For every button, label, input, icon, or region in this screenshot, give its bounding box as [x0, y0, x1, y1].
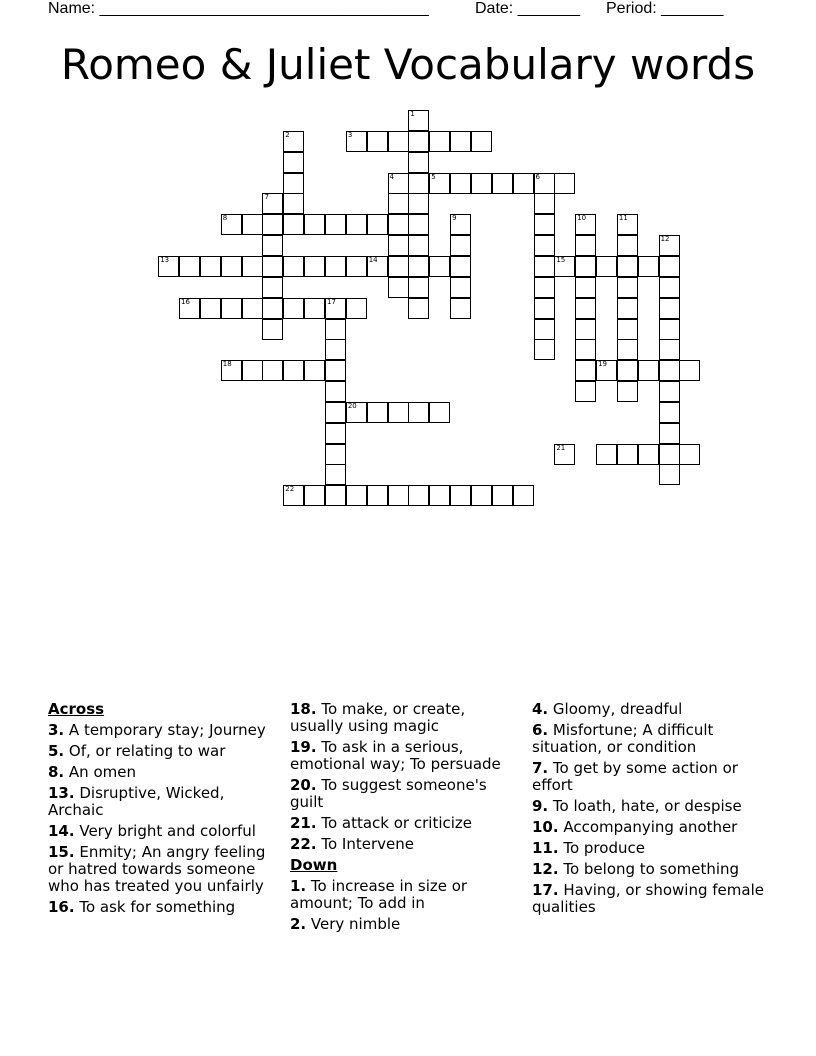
crossword-cell[interactable] [325, 360, 346, 381]
clue-text: To suggest someone's guilt [290, 776, 487, 811]
crossword-cell[interactable] [283, 193, 304, 214]
crossword-cell[interactable] [575, 277, 596, 298]
crossword-cell[interactable] [617, 339, 638, 360]
crossword-cell[interactable] [262, 235, 283, 256]
crossword-cell[interactable] [283, 131, 304, 152]
clue-number: 22 [285, 485, 295, 494]
crossword-cell[interactable] [534, 193, 555, 214]
clue-number: 18 [222, 360, 232, 369]
crossword-cell[interactable] [659, 339, 680, 360]
crossword-cell[interactable] [408, 277, 429, 298]
crossword-cell[interactable] [325, 423, 346, 444]
clue-number: 8. [48, 763, 65, 781]
crossword-cell[interactable] [367, 131, 388, 152]
crossword-cell[interactable] [346, 402, 367, 423]
crossword-cell[interactable] [179, 298, 200, 319]
down-heading: Down [290, 856, 338, 874]
clue-number: 8 [222, 214, 228, 223]
clue-item [48, 899, 280, 916]
crossword-cell[interactable] [679, 444, 700, 465]
crossword-cell[interactable] [408, 152, 429, 173]
crossword-cell[interactable] [575, 319, 596, 340]
clue-text: To get by some action or effort [532, 759, 738, 794]
crossword-cell[interactable] [659, 381, 680, 402]
clue-number: 6. [532, 721, 549, 739]
clue-item [290, 815, 522, 832]
crossword-cell[interactable] [367, 402, 388, 423]
crossword-cell[interactable] [534, 214, 555, 235]
crossword-cell[interactable] [408, 110, 429, 131]
crossword-cell[interactable] [408, 235, 429, 256]
crossword-cell[interactable] [450, 256, 471, 277]
clue-number: 9. [532, 797, 549, 815]
crossword-cell[interactable] [450, 214, 471, 235]
down-clue-list-continued [532, 701, 772, 916]
crossword-cell[interactable] [325, 402, 346, 423]
clue-number: 22. [290, 835, 317, 853]
crossword-cell[interactable] [242, 256, 263, 277]
crossword-cell[interactable] [346, 485, 367, 506]
clue-text: Of, or relating to war [64, 742, 226, 760]
crossword-cell[interactable] [617, 277, 638, 298]
clue-text: Very bright and colorful [74, 822, 256, 840]
clue-number: 21 [556, 443, 566, 452]
crossword-cell[interactable] [575, 235, 596, 256]
clue-item [532, 882, 772, 916]
clue-item [48, 785, 280, 819]
crossword-cell[interactable] [408, 402, 429, 423]
crossword-cell[interactable] [179, 256, 200, 277]
crossword-cell[interactable] [388, 485, 409, 506]
clue-item [532, 722, 772, 756]
clue-text: To produce [558, 839, 645, 857]
crossword-cell[interactable] [659, 277, 680, 298]
crossword-cell[interactable] [638, 444, 659, 465]
crossword-cell[interactable] [492, 173, 513, 194]
crossword-cell[interactable] [304, 214, 325, 235]
crossword-cell[interactable] [388, 402, 409, 423]
crossword-cell[interactable] [513, 485, 534, 506]
clue-text: To belong to something [558, 860, 740, 878]
clue-text: A temporary stay; Journey [64, 721, 266, 739]
clue-text: An omen [64, 763, 136, 781]
crossword-cell[interactable] [388, 173, 409, 194]
clue-text: Gloomy, dreadful [548, 700, 683, 718]
crossword-cell[interactable] [325, 444, 346, 465]
clue-number: 16 [181, 297, 190, 306]
clue-item [532, 701, 772, 718]
crossword-cell[interactable] [325, 256, 346, 277]
crossword-cell[interactable] [429, 402, 450, 423]
crossword-cell[interactable] [221, 214, 242, 235]
crossword-cell[interactable] [325, 319, 346, 340]
clue-item [532, 798, 772, 815]
clue-number: 14. [48, 822, 75, 840]
clue-number: 12 [660, 235, 670, 244]
clue-item [532, 861, 772, 878]
clue-text: Disruptive, Wicked, Archaic [48, 784, 225, 819]
crossword-cell[interactable] [283, 256, 304, 277]
clue-number: 20. [290, 776, 317, 794]
crossword-cell[interactable] [659, 256, 680, 277]
clue-number: 21. [290, 814, 317, 832]
crossword-cell[interactable] [596, 360, 617, 381]
clue-number: 15. [48, 843, 75, 861]
crossword-cell[interactable] [283, 173, 304, 194]
clue-number: 11. [532, 839, 559, 857]
crossword-cell[interactable] [534, 298, 555, 319]
crossword-cell[interactable] [638, 360, 659, 381]
crossword-cell[interactable] [388, 214, 409, 235]
clue-text: To Intervene [316, 835, 414, 853]
crossword-cell[interactable] [617, 360, 638, 381]
crossword-cell[interactable] [262, 298, 283, 319]
crossword-cell[interactable] [283, 214, 304, 235]
clue-number: 6 [535, 172, 540, 181]
crossword-cell[interactable] [346, 298, 367, 319]
crossword-cell[interactable] [575, 339, 596, 360]
clue-number: 7 [264, 193, 269, 202]
crossword-cell[interactable] [388, 131, 409, 152]
clue-item [290, 739, 522, 773]
crossword-cell[interactable] [242, 214, 263, 235]
crossword-cell[interactable] [617, 444, 638, 465]
across-clue-list-continued [290, 701, 522, 853]
crossword-cell[interactable] [388, 235, 409, 256]
clue-number: 12. [532, 860, 559, 878]
clue-number: 3. [48, 721, 65, 739]
crossword-cell[interactable] [367, 485, 388, 506]
crossword-cell[interactable] [575, 360, 596, 381]
crossword-cell[interactable] [450, 277, 471, 298]
clue-number: 19. [290, 738, 317, 756]
crossword-cell[interactable] [304, 485, 325, 506]
clue-number: 14 [368, 255, 378, 264]
crossword-cell[interactable] [408, 485, 429, 506]
crossword-cell[interactable] [200, 256, 221, 277]
crossword-cell[interactable] [346, 214, 367, 235]
clue-number: 10. [532, 818, 559, 836]
crossword-cell[interactable] [471, 131, 492, 152]
crossword-cell[interactable] [408, 298, 429, 319]
clue-number: 1 [410, 110, 415, 118]
crossword-cell[interactable] [429, 485, 450, 506]
crossword-cell[interactable] [367, 256, 388, 277]
crossword-cell[interactable] [221, 256, 242, 277]
crossword-cell[interactable] [408, 193, 429, 214]
crossword-cell[interactable] [325, 298, 346, 319]
clue-number: 10 [577, 214, 587, 223]
crossword-cell[interactable] [242, 298, 263, 319]
page-title: Romeo & Juliet Vocabulary words [60, 40, 756, 89]
crossword-cell[interactable] [283, 152, 304, 173]
clue-number: 17. [532, 881, 559, 899]
clue-item [48, 844, 280, 895]
clue-number: 19 [598, 360, 607, 369]
clue-text: To attack or criticize [316, 814, 473, 832]
crossword-cell[interactable] [679, 360, 700, 381]
crossword-cell[interactable] [554, 444, 575, 465]
clue-text: Enmity; An angry feeling or hatred towards someone who has treated you unfairly [48, 843, 266, 895]
crossword-cell[interactable] [304, 298, 325, 319]
crossword-cell[interactable] [450, 131, 471, 152]
clue-number: 13 [160, 255, 170, 264]
clue-item [290, 916, 522, 933]
clue-text: To ask for something [74, 898, 236, 916]
clue-item [290, 777, 522, 811]
crossword-cell[interactable] [638, 256, 659, 277]
across-heading: Across [48, 700, 105, 718]
clue-item [48, 722, 280, 739]
clue-text: Accompanying another [558, 818, 738, 836]
crossword-cell[interactable] [471, 173, 492, 194]
crossword-cell[interactable] [325, 339, 346, 360]
crossword-cell[interactable] [408, 256, 429, 277]
crossword-cell[interactable] [262, 214, 283, 235]
clue-item [290, 701, 522, 735]
crossword-cell[interactable] [575, 214, 596, 235]
clue-number: 7. [532, 759, 549, 777]
crossword-cell[interactable] [200, 298, 221, 319]
crossword-cell[interactable] [242, 360, 263, 381]
name-field-label[interactable]: Name: _____________________________________ [48, 0, 429, 17]
crossword-cell[interactable] [492, 485, 513, 506]
crossword-cell[interactable] [617, 381, 638, 402]
clue-item [48, 743, 280, 760]
crossword-cell[interactable] [534, 235, 555, 256]
crossword-cell[interactable] [596, 256, 617, 277]
crossword-cell[interactable] [659, 235, 680, 256]
clues-column-1 [48, 701, 280, 920]
crossword-cell[interactable] [304, 256, 325, 277]
clue-number: 16. [48, 898, 75, 916]
clue-item [532, 819, 772, 836]
date-field-label[interactable]: Date: _______ [475, 0, 580, 17]
crossword-cell[interactable] [617, 256, 638, 277]
crossword-cell[interactable] [158, 256, 179, 277]
clue-text: To ask in a serious, emotional way; To persuade [290, 738, 501, 773]
crossword-cell[interactable] [262, 256, 283, 277]
crossword-cell[interactable] [450, 235, 471, 256]
clue-item [48, 764, 280, 781]
crossword-cell[interactable] [262, 360, 283, 381]
clue-text: Having, or showing female qualities [532, 881, 764, 916]
crossword-cell[interactable] [221, 298, 242, 319]
crossword-cell[interactable] [534, 173, 555, 194]
crossword-cell[interactable] [534, 256, 555, 277]
crossword-cell[interactable] [325, 464, 346, 485]
crossword-cell[interactable] [429, 131, 450, 152]
crossword-cell[interactable] [262, 193, 283, 214]
crossword-cell[interactable] [554, 256, 575, 277]
clue-number: 3 [347, 130, 353, 139]
crossword-cell[interactable] [450, 485, 471, 506]
down-clue-list [290, 878, 522, 933]
crossword-cell[interactable] [659, 402, 680, 423]
crossword-cell[interactable] [617, 214, 638, 235]
crossword-cell[interactable] [534, 319, 555, 340]
clue-item [532, 840, 772, 857]
clue-number: 15 [556, 255, 566, 264]
clue-number: 4. [532, 700, 549, 718]
crossword-cell[interactable] [262, 319, 283, 340]
crossword-cell[interactable] [429, 173, 450, 194]
crossword-cell[interactable] [534, 277, 555, 298]
clue-number: 17 [327, 297, 336, 306]
clue-text: Very nimble [306, 915, 401, 933]
clue-number: 2. [290, 915, 307, 933]
clue-number: 11 [618, 214, 628, 223]
clue-number: 18. [290, 700, 317, 718]
crossword-cell[interactable] [513, 173, 534, 194]
crossword-cell[interactable] [659, 319, 680, 340]
clue-number: 9 [452, 214, 457, 223]
crossword-cell[interactable] [221, 360, 242, 381]
clue-number: 1. [290, 877, 307, 895]
crossword-cell[interactable] [534, 339, 555, 360]
crossword-cell[interactable] [304, 360, 325, 381]
crossword-cell[interactable] [367, 214, 388, 235]
crossword-cell[interactable] [596, 444, 617, 465]
clue-number: 20 [347, 401, 357, 410]
crossword-cell[interactable] [408, 173, 429, 194]
clue-text: Misfortune; A difficult situation, or condition [532, 721, 714, 756]
crossword-cell[interactable] [388, 256, 409, 277]
crossword-cell[interactable] [659, 444, 680, 465]
clues-column-3 [532, 701, 772, 920]
clue-number: 2 [285, 130, 290, 139]
clue-number: 4 [389, 172, 395, 181]
crossword-cell[interactable] [471, 485, 492, 506]
clue-item [48, 823, 280, 840]
crossword-cell[interactable] [283, 485, 304, 506]
crossword-cell[interactable] [346, 256, 367, 277]
crossword-cell[interactable] [325, 485, 346, 506]
crossword-cell[interactable] [575, 256, 596, 277]
crossword-cell[interactable] [346, 131, 367, 152]
crossword-cell[interactable] [408, 131, 429, 152]
clue-item [290, 878, 522, 912]
crossword-cell[interactable] [659, 298, 680, 319]
across-clue-list [48, 722, 280, 916]
crossword-cell[interactable] [659, 360, 680, 381]
crossword-cell[interactable] [617, 298, 638, 319]
crossword-cell[interactable] [388, 277, 409, 298]
crossword-cell[interactable] [429, 256, 450, 277]
clues-column-2 [290, 701, 522, 937]
crossword-cell[interactable] [408, 214, 429, 235]
clue-text: To increase in size or amount; To add in [290, 877, 468, 912]
crossword-cell[interactable] [450, 173, 471, 194]
crossword-cell[interactable] [325, 381, 346, 402]
crossword-cell[interactable] [450, 298, 471, 319]
crossword-cell[interactable] [325, 214, 346, 235]
clue-number: 13. [48, 784, 75, 802]
crossword-cell[interactable] [617, 235, 638, 256]
clue-item [532, 760, 772, 794]
crossword-cell[interactable] [283, 360, 304, 381]
crossword-cell[interactable] [554, 173, 575, 194]
crossword-cell[interactable] [388, 193, 409, 214]
crossword-cell[interactable] [617, 319, 638, 340]
crossword-cell[interactable] [575, 298, 596, 319]
clue-text: To make, or create, usually using magic [290, 700, 466, 735]
crossword-cell[interactable] [283, 298, 304, 319]
clue-number: 5. [48, 742, 65, 760]
clue-text: To loath, hate, or despise [548, 797, 742, 815]
crossword-cell[interactable] [262, 277, 283, 298]
crossword-cell[interactable] [659, 464, 680, 485]
clue-number: 5 [431, 172, 436, 181]
crossword-cell[interactable] [659, 423, 680, 444]
period-field-label[interactable]: Period: _______ [606, 0, 724, 17]
crossword-cell[interactable] [575, 381, 596, 402]
clue-item [290, 836, 522, 853]
